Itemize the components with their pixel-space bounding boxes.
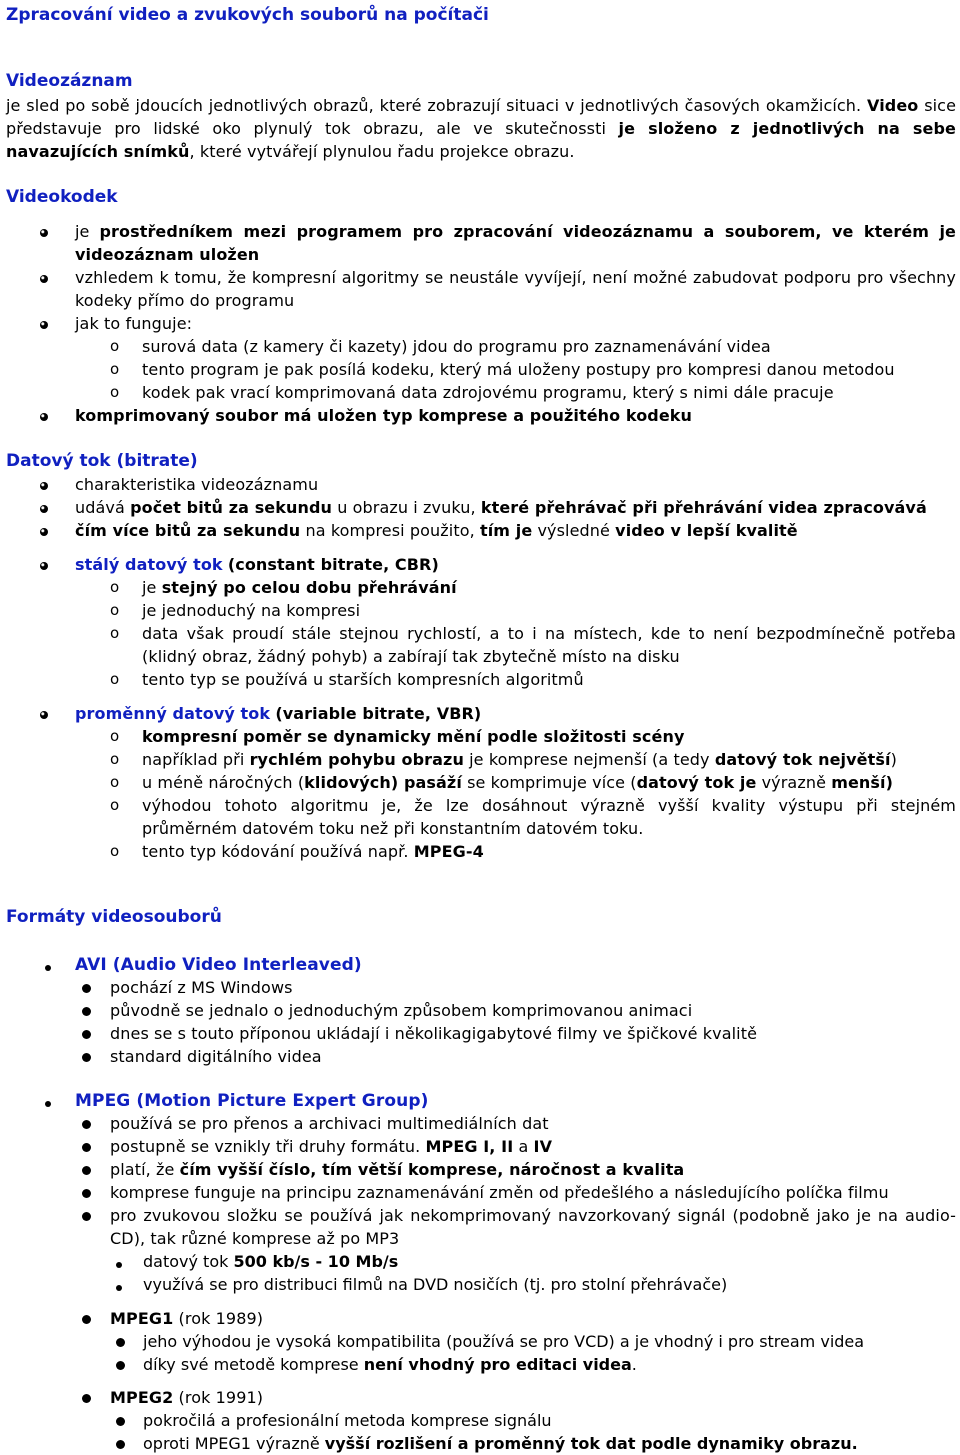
list-item [75, 404, 956, 427]
sub-list-item: výhodou tohoto algoritmu je, že lze dosáhnout výrazně vyšší kvality výstupu při stejném průměrném datovém toku než při konstantním datovém toku. [142, 796, 956, 838]
text: . [631, 1355, 637, 1374]
bullet-icon [116, 1274, 122, 1297]
text: na kompresi použito, [305, 521, 475, 540]
text-bold-blue: AVI (Audio Video Interleaved) [75, 955, 362, 975]
list-item [110, 1135, 956, 1158]
text: je [75, 222, 90, 241]
sub-bullet-marker: o [110, 578, 120, 596]
heading-formaty: Formáty videosouborů [6, 907, 222, 927]
list-item: pro zvukovou složku se používá jak nekomprimovaný navzorkovaný signál (podobně jako je na audio-CD), tak různé komprese až po MP3 [110, 1206, 956, 1248]
text-bold: datový tok největší [714, 750, 891, 769]
text: (rok 1991) [178, 1388, 264, 1407]
sub-bullet-marker: o [110, 624, 120, 642]
text-bold: (constant bitrate, CBR) [227, 555, 439, 574]
sub-list-item: jeho výhodou je vysoká kompatibilita (používá se pro VCD) a je vhodný i pro stream videa [143, 1332, 865, 1351]
list-item-avi [75, 953, 956, 977]
text: platí, že [110, 1160, 175, 1179]
bullet-icon [116, 1353, 125, 1376]
text-bold: čím více bitů za sekundu [75, 521, 301, 540]
sub-list-item [142, 771, 956, 794]
bullet-icon [40, 312, 48, 335]
bullet-icon [40, 266, 48, 289]
text-bold: vyšší rozlišení a proměnný tok dat podle dynamiky obrazu. [324, 1434, 858, 1453]
list-item: charakteristika videozáznamu [75, 475, 319, 494]
list-item: dnes se s touto příponou ukládají i několikagigabytové filmy ve špičkové kvalitě [110, 1024, 758, 1043]
bullet-icon [116, 1251, 122, 1274]
paragraph-videozaznam [6, 94, 956, 163]
text-bold-blue: MPEG (Motion Picture Expert Group) [75, 1091, 429, 1111]
text: sice představuje pro lidské oko plynulý tok obrazu, ale ve skutečnossti [6, 96, 957, 138]
bullet-icon [82, 1181, 91, 1204]
list-item-vbr [75, 702, 956, 725]
bullet-icon [40, 473, 48, 496]
text-bold: MPEG I, II [425, 1137, 514, 1156]
sub-bullet-marker: o [110, 796, 120, 814]
list-item-cbr [75, 553, 956, 576]
text-bold: IV [533, 1137, 553, 1156]
text: (rok 1989) [178, 1309, 264, 1328]
sub-list-item [142, 748, 956, 771]
text-bold: menší) [831, 773, 894, 792]
text: u obrazu i zvuku, [337, 498, 476, 517]
text: postupně se vznikly tři druhy formátu. [110, 1137, 421, 1156]
bullet-icon [82, 1135, 91, 1158]
sub-list-item: surová data (z kamery či kazety) jdou do programu pro zaznamenávání videa [142, 337, 771, 356]
text: tento typ kódování používá např. [142, 842, 409, 861]
text-bold: počet bitů za sekundu [130, 498, 333, 517]
sub-list-item: data však proudí stále stejnou rychlostí, a to i na místech, kde to není bezpodmínečně potřeba (klidný obraz, žádný pohyb) a zabírají tak zbytečně místo na disku [142, 624, 956, 666]
text: oproti MPEG1 výrazně [143, 1434, 320, 1453]
sub-list-item: tento typ se používá u starších kompresních algoritmů [142, 670, 584, 689]
sub-bullet-marker: o [110, 670, 120, 688]
list-item: původně se jednalo o jednoduchým způsobem komprimovanou animaci [110, 1001, 693, 1020]
text: a [518, 1137, 529, 1156]
text: výrazně [761, 773, 827, 792]
bullet-icon [40, 496, 48, 519]
sub-list-item: pokročilá a profesionální metoda komprese signálu [143, 1411, 552, 1430]
bullet-icon [82, 999, 91, 1022]
bullet-icon [82, 1204, 91, 1227]
bullet-icon [82, 1045, 91, 1068]
sub-list-item [143, 1432, 956, 1455]
text-bold: které přehrávač při přehrávání videa zpracovává [480, 498, 927, 517]
list-item [75, 220, 956, 266]
list-item: používá se pro přenos a archivaci multimediálních dat [110, 1114, 549, 1133]
text-bold: MPEG-4 [413, 842, 484, 861]
bullet-icon [82, 976, 91, 999]
page-title: Zpracování video a zvukových souborů na počítači [6, 5, 489, 25]
text-bold-blue: stálý datový tok [75, 555, 223, 574]
text: datový tok [143, 1252, 229, 1271]
text-bold: tím je [479, 521, 533, 540]
bullet-icon [82, 1022, 91, 1045]
bullet-icon [116, 1330, 125, 1353]
bullet-icon [82, 1158, 91, 1181]
sub-bullet-marker: o [110, 360, 120, 378]
sub-bullet-marker: o [110, 750, 120, 768]
sub-list-item: tento program je pak posílá kodeku, který má uloženy postupy pro kompresi danou metodou [142, 360, 895, 379]
sub-list-item [143, 1250, 956, 1273]
sub-list-item: kodek pak vrací komprimovaná data zdrojovému programu, který s nimi dále pracuje [142, 383, 834, 402]
heading-videozaznam: Videozáznam [6, 71, 133, 91]
list-item: jak to funguje: [75, 314, 193, 333]
text-bold: video v lepší kvalitě [615, 521, 798, 540]
text-bold: MPEG1 [110, 1309, 174, 1328]
list-item-mpeg [75, 1089, 956, 1113]
text: je komprese nejmenší (a tedy [469, 750, 710, 769]
text-bold: Video [867, 96, 919, 115]
sub-list-item [142, 576, 956, 599]
sub-bullet-marker: o [110, 727, 120, 745]
heading-videokodek: Videokodek [6, 187, 118, 207]
list-item: vzhledem k tomu, že kompresní algoritmy se neustále vyvíjejí, není možné zabudovat podporu pro všechny kodeky přímo do programu [75, 268, 956, 310]
bullet-icon [45, 1090, 51, 1113]
text-bold: datový tok je [636, 773, 757, 792]
text-bold: stejný po celou dobu přehrávání [161, 578, 457, 597]
bullet-icon [116, 1432, 125, 1455]
sub-bullet-marker: o [110, 383, 120, 401]
list-item-mpeg2 [110, 1386, 956, 1409]
text: výsledné [537, 521, 610, 540]
text: například při [142, 750, 245, 769]
sub-bullet-marker: o [110, 337, 120, 355]
bullet-icon [82, 1386, 91, 1409]
bullet-icon [82, 1112, 91, 1135]
sub-list-item [142, 840, 956, 863]
sub-list-item: je jednoduchý na kompresi [142, 601, 361, 620]
text: u méně náročných ( [142, 773, 305, 792]
sub-list-item [143, 1353, 956, 1376]
text-bold: klidových) pasáží [304, 773, 462, 792]
text-bold: (variable bitrate, VBR) [275, 704, 482, 723]
list-item: standard digitálního videa [110, 1047, 322, 1066]
text-bold: není vhodný pro editaci videa [363, 1355, 632, 1374]
text-bold: kompresní poměr se dynamicky mění podle složitosti scény [142, 727, 685, 746]
text: ) [890, 750, 897, 769]
text-bold: rychlém pohybu obrazu [249, 750, 464, 769]
bullet-icon [40, 220, 48, 243]
sub-bullet-marker: o [110, 773, 120, 791]
list-item [75, 496, 956, 519]
text: je sled po sobě jdoucích jednotlivých obrazů, které zobrazují situaci v jednotlivých časových okamžicích. [6, 96, 862, 115]
text: je [142, 578, 157, 597]
text: se komprimuje více ( [467, 773, 637, 792]
text: díky své metodě komprese [143, 1355, 359, 1374]
sub-list-item [142, 725, 956, 748]
text: udává [75, 498, 125, 517]
text-bold: prostředníkem mezi programem pro zpracování videozáznamu a souborem, ve kterém je videozáznam uložen [75, 222, 957, 264]
text-bold: komprimovaný soubor má uložen typ komprese a použitého kodeku [75, 406, 693, 425]
text-bold: 500 kb/s - 10 Mb/s [233, 1252, 399, 1271]
text-bold: MPEG2 [110, 1388, 174, 1407]
sub-bullet-marker: o [110, 601, 120, 619]
list-item [110, 1158, 956, 1181]
bullet-icon [116, 1409, 125, 1432]
sub-bullet-marker: o [110, 842, 120, 860]
bullet-icon [82, 1307, 91, 1330]
bullet-icon [40, 519, 48, 542]
bullet-icon [45, 954, 51, 977]
text-bold: čím vyšší číslo, tím větší komprese, náročnost a kvalita [179, 1160, 685, 1179]
text-bold-blue: proměnný datový tok [75, 704, 271, 723]
list-item [75, 519, 956, 542]
list-item: pochází z MS Windows [110, 978, 293, 997]
bullet-icon [40, 404, 48, 427]
list-item: komprese funguje na principu zaznamenávání změn od předešlého a následujícího políčka filmu [110, 1183, 889, 1202]
heading-bitrate: Datový tok (bitrate) [6, 451, 198, 471]
sub-list-item: využívá se pro distribuci filmů na DVD nosičích (tj. pro stolní přehrávače) [143, 1275, 728, 1294]
text-bold: je složeno z jednotlivých na sebe navazujících snímků [6, 119, 957, 161]
bullet-icon [40, 553, 48, 576]
text: , které vytvářejí plynulou řadu projekce obrazu. [189, 142, 575, 161]
bullet-icon [40, 702, 48, 725]
list-item-mpeg1 [110, 1307, 956, 1330]
